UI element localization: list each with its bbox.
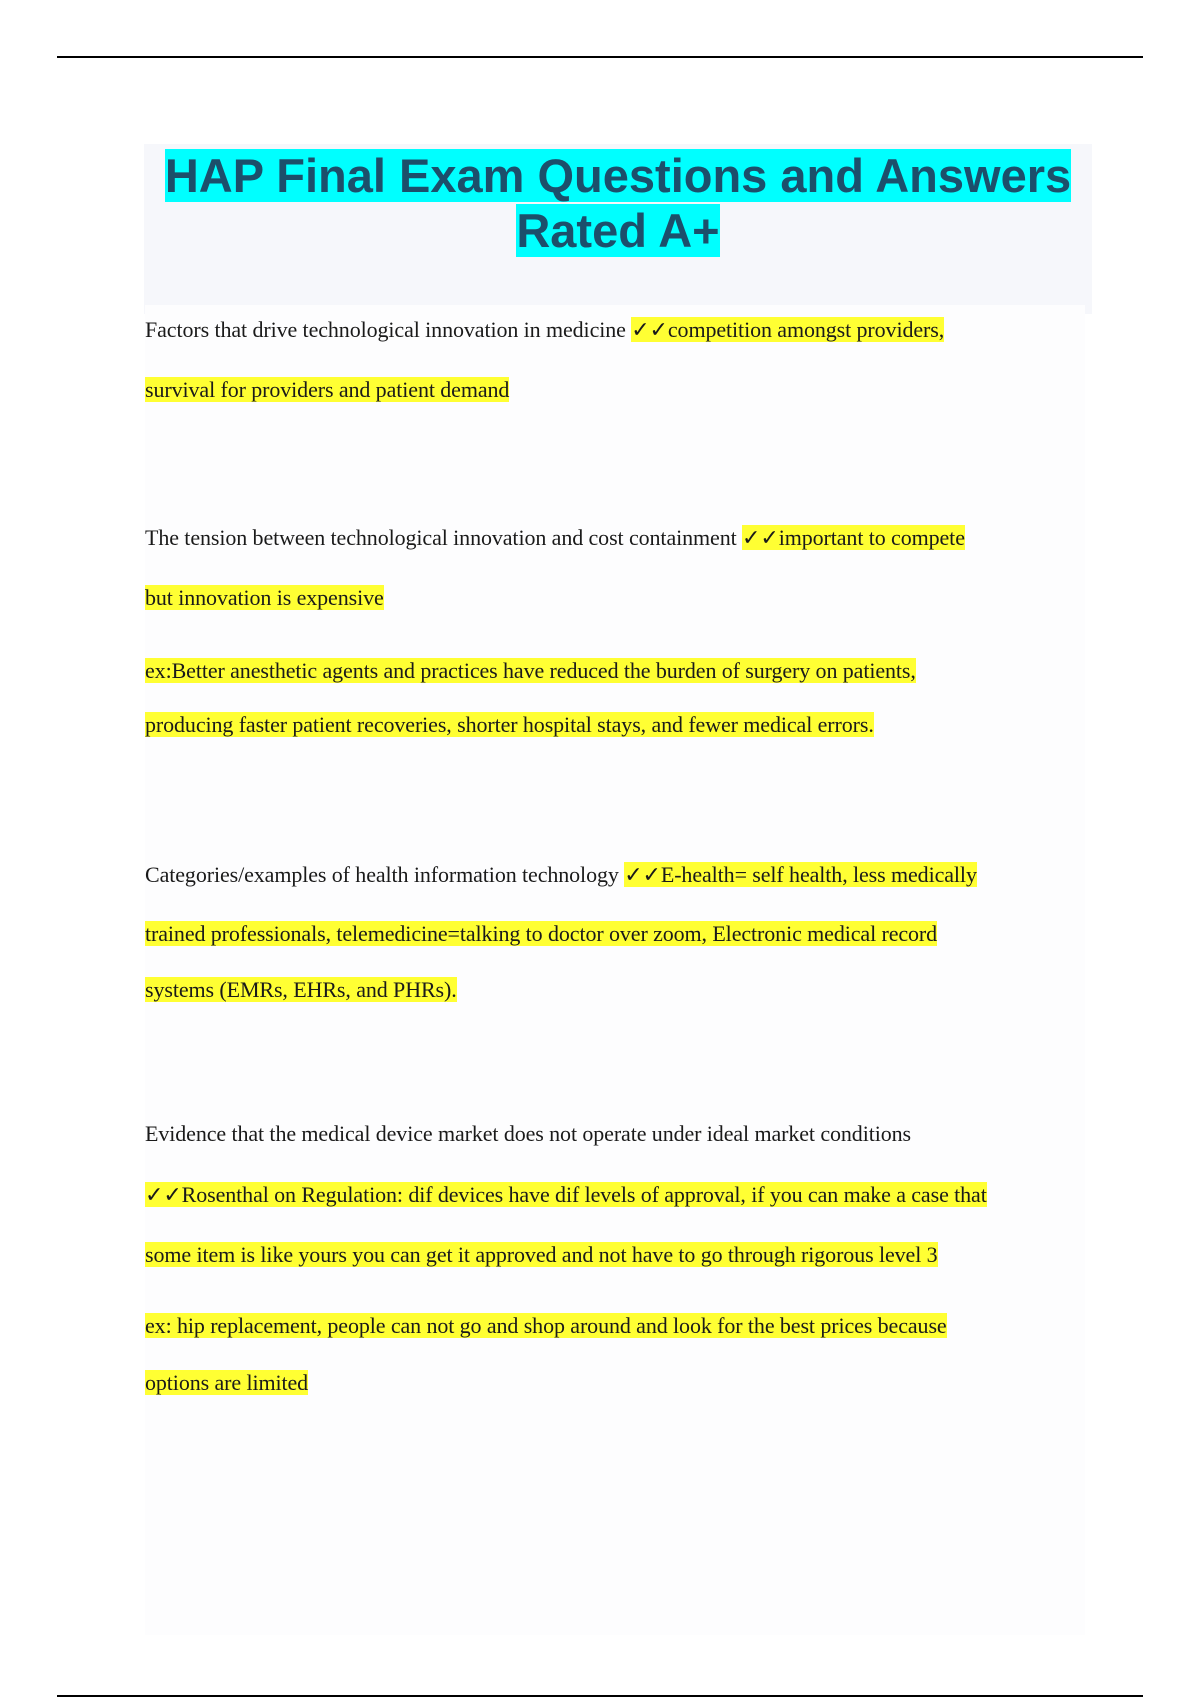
question-text: Factors that drive technological innovation in medicine	[145, 317, 632, 342]
answer-highlight	[742, 525, 965, 550]
question-text: The tension between technological innovation and cost containment	[145, 525, 743, 550]
example-text: ex: hip replacement, people can not go and shop around and look for the best prices because	[145, 1313, 947, 1338]
title-line-1: HAP Final Exam Questions and Answers	[164, 149, 1072, 202]
answer-text: some item is like yours you can get it approved and not have to go through rigorous level 3	[145, 1242, 938, 1267]
answer-text: survival for providers and patient demand	[145, 377, 510, 402]
body-area	[145, 305, 1085, 1635]
answer-text: important to compete	[778, 525, 965, 550]
answer-highlight	[145, 1182, 987, 1207]
document-title	[144, 144, 1092, 258]
check-mark-icon: ✓✓	[624, 862, 661, 887]
answer-highlight	[624, 862, 977, 887]
title-block	[144, 144, 1092, 314]
title-line-2: Rated A+	[516, 204, 720, 257]
example-text: options are limited	[145, 1370, 309, 1395]
check-mark-icon: ✓✓	[145, 1182, 182, 1207]
answer-text: trained professionals, telemedicine=talking to doctor over zoom, Electronic medical record	[145, 921, 938, 946]
top-rule	[57, 56, 1143, 58]
example-text: ex:Better anesthetic agents and practices have reduced the burden of surgery on patients,	[145, 658, 916, 683]
answer-text: Rosenthal on Regulation: dif devices have dif levels of approval, if you can make a case that	[181, 1182, 987, 1207]
answer-text: but innovation is expensive	[145, 585, 384, 610]
question-text: Categories/examples of health information technology	[145, 862, 625, 887]
answer-text: competition amongst providers,	[667, 317, 945, 342]
check-mark-icon: ✓✓	[631, 317, 668, 342]
check-mark-icon: ✓✓	[742, 525, 779, 550]
answer-text: systems (EMRs, EHRs, and PHRs).	[145, 977, 457, 1002]
answer-highlight	[631, 317, 944, 342]
bottom-rule	[57, 1695, 1143, 1697]
question-text: Evidence that the medical device market does not operate under ideal market conditions	[145, 1121, 911, 1146]
answer-text: E-health= self health, less medically	[660, 862, 977, 887]
example-text: producing faster patient recoveries, shorter hospital stays, and fewer medical errors.	[145, 712, 874, 737]
